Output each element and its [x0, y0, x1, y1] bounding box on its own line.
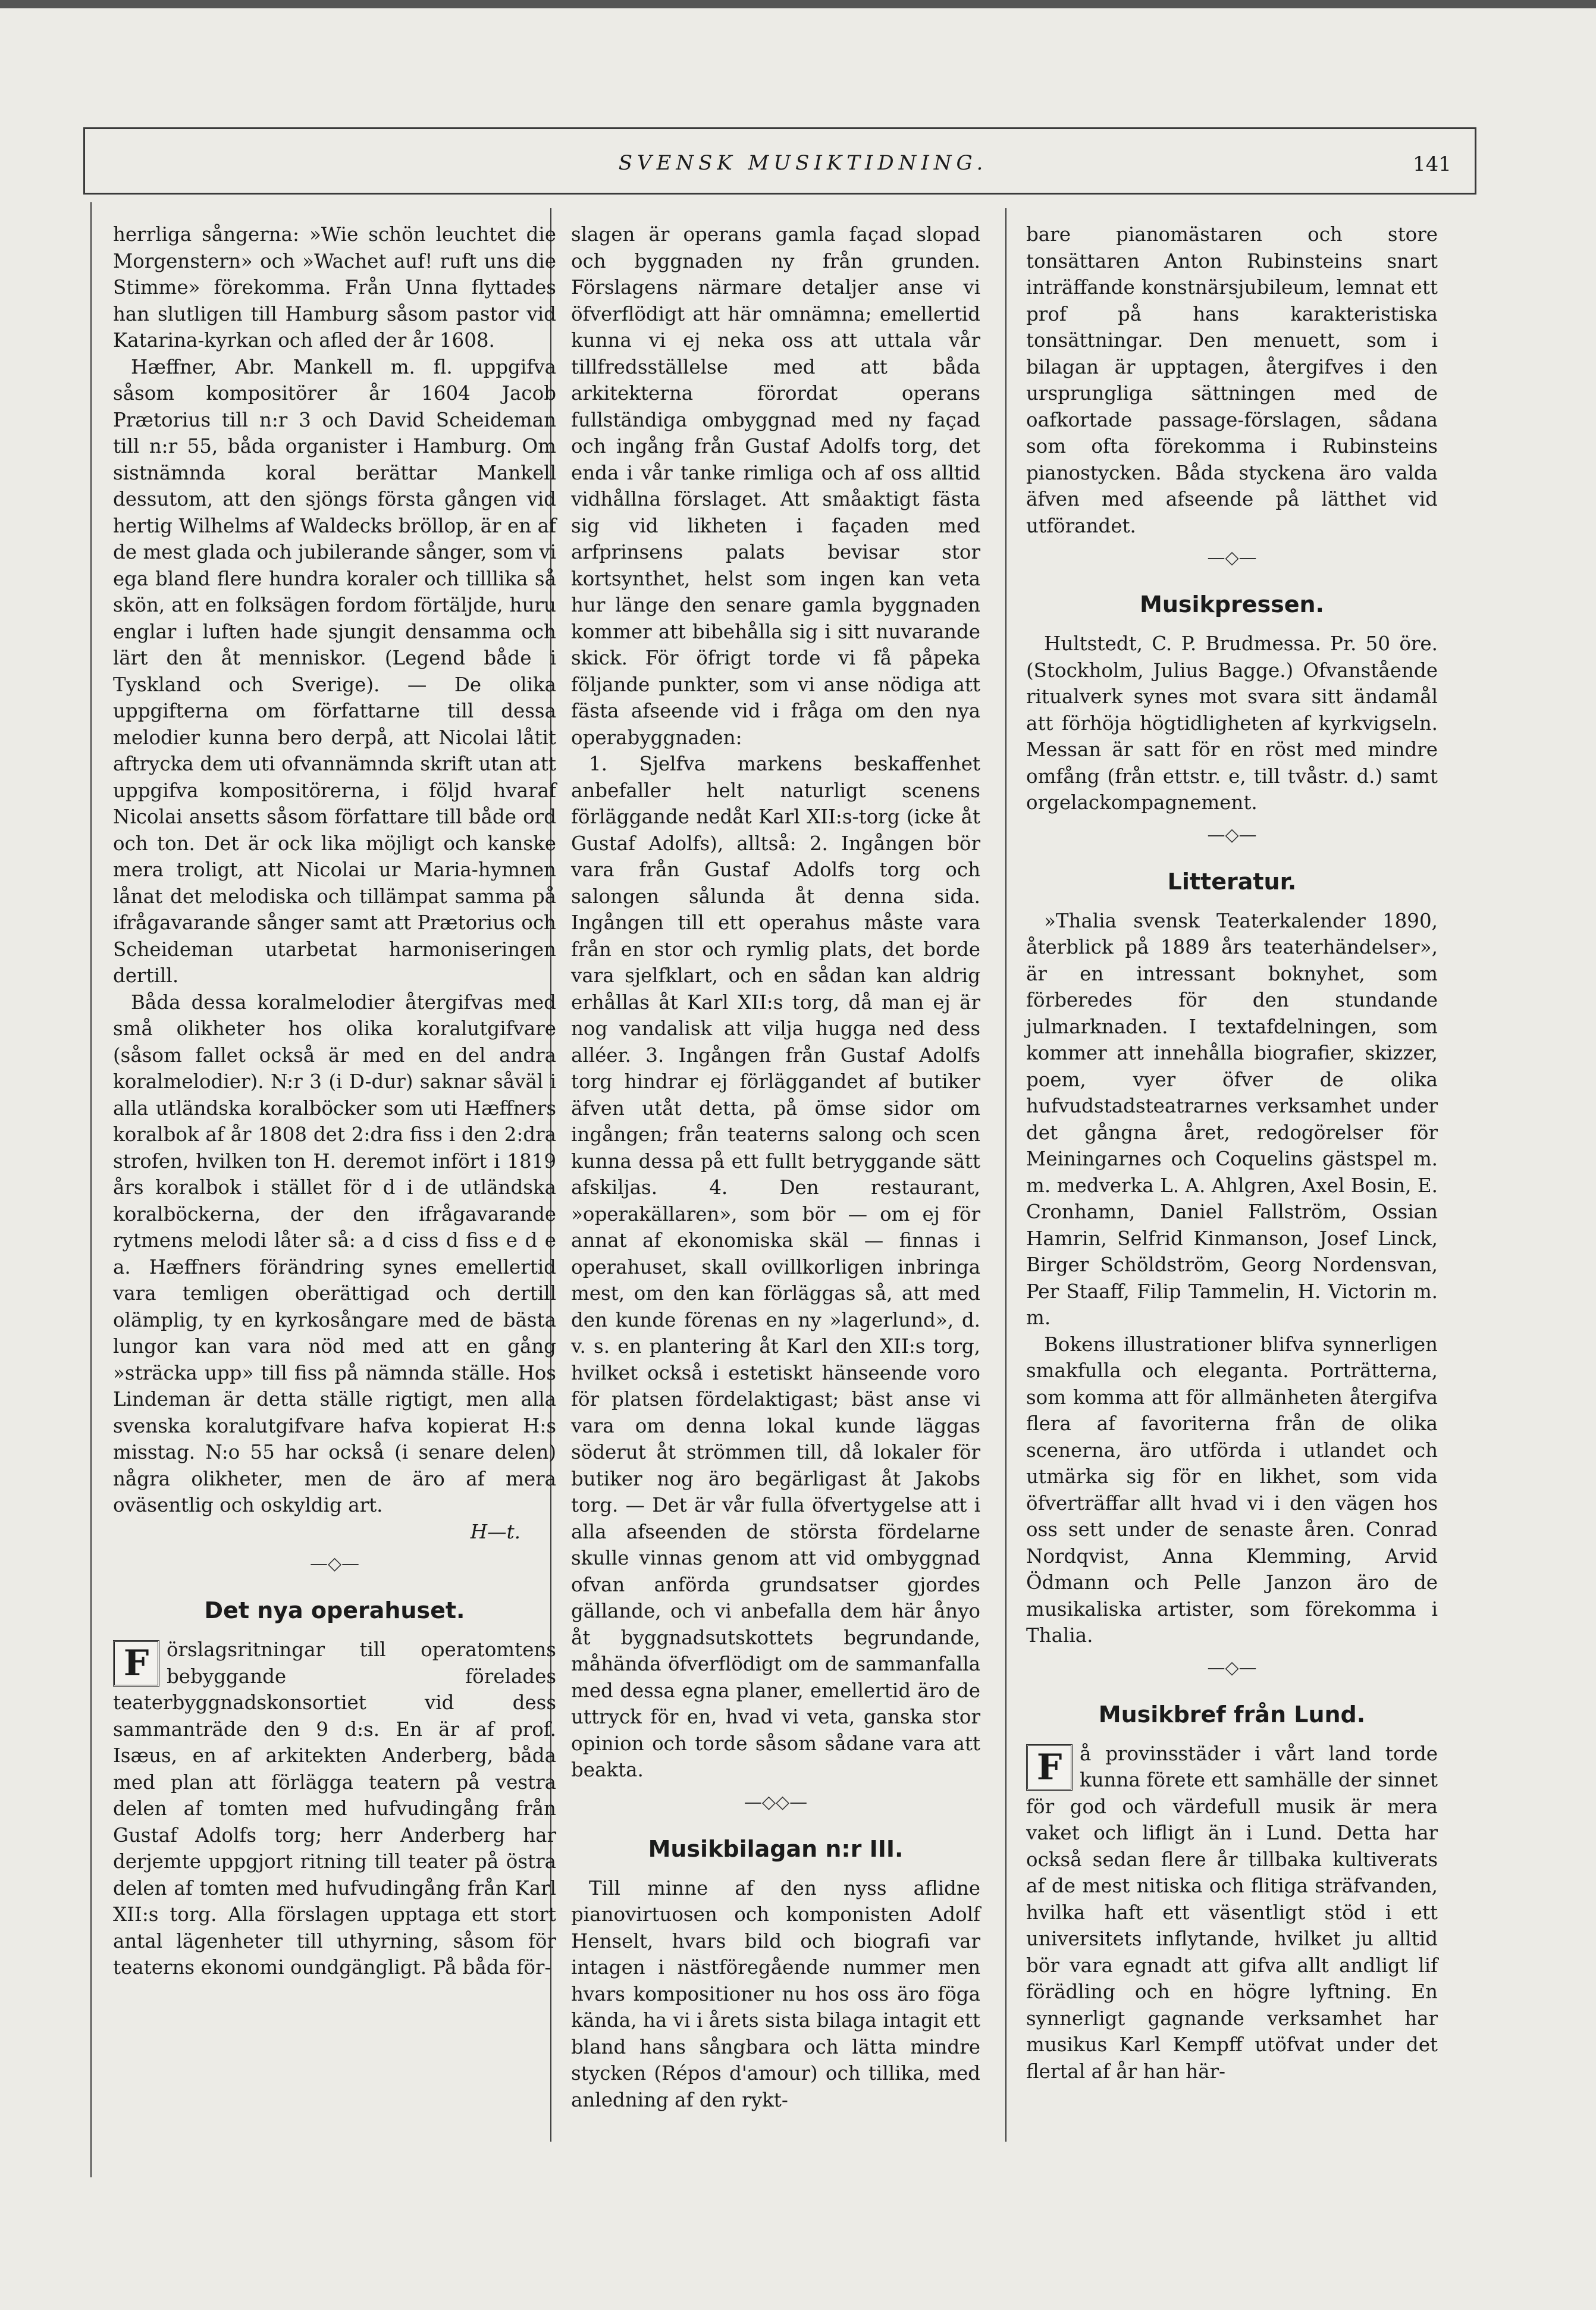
- paragraph: 1. Sjelfva markens beskaffenhet anbefaller helt naturligt scenens förläggande nedåt Karl XII:s-torg (icke åt Gustaf Adolfs), alltså: 2. Ingången bör vara från Gustaf Adolfs torg och salongen sålunda åt denna sida. Ingången till ett operahus måste vara från en stor och rymlig plats, det borde vara sjelfklart, och en sådan kan aldrig erhållas åt Karl XII:s torg, då man ej är nog vandalisk att vilja hugga ned dess alléer. 3. Ingången från Gustaf Adolfs torg hindrar ej förläggandet af butiker äfven utåt detta, på ömse sidor om ingången; från teaterns salong och scen kunna dessa på ett fullt betryggande sätt afskiljas. 4. Den restaurant, »operakällaren», som bör — om ej för annat af ekonomiska skäl — finnas i operahuset, skall ovillkorligen inbringa mest, om den kan förläggas så, att med den kunde förenas en ny »lagerlund», d. v. s. en plantering åt Karl den XII:s torg, hvilket också i estetiskt hänseende voro för platsen fördelaktigast; bäst anse vi vara om denna lokal kunde läggas söderut åt strömmen till, då lokaler för butiker nog äro begärligast åt Jakobs torg. — Det är vår fulla öfvertygelse att i alla afseenden de största fördelarne skulle vinnas genom att vid ombyggnad ofvan anförda grundsatser gjordes gällande, och vi anbefalla dem här ånyo åt byggnadsutskottets begrundande, måhända öfverflödigt om de sammanfalla med dessa egna planer, emellertid äro de uttryck för en, hvad vi veta, ganska stor opinion och torde såsom sådane vara att beakta.: [571, 753, 980, 1781]
- ornament-divider: —◇—: [309, 1553, 360, 1574]
- paragraph-text: å provinsstäder i vårt land torde kunna förete ett samhälle der sinnet för god och värdefull musik är mera vaket och lifligt än i Lund. Detta har också sedan flere år tillbaka kultiverats af de mest nitiska och flitiga sträfvanden, hvilka haft ett väsentligt stöd i ett universitets inflytande, hvilket ju alltid bör vara egnadt att gifva allt andligt lif förädling och en högre lyftning. En synnerligt gagnande verksamhet har musikus Karl Kempff utöfvat under det flertal af år han här-: [1026, 1742, 1438, 2083]
- paragraph: [1026, 1741, 1438, 2085]
- paragraph-text: örslagsritningar till operatomtens bebyggande förelades teaterbyggnadskonsortiet vid dess sammanträde den 9 d:s. En är af prof. Isæus, en af arkitekten Anderberg, båda med plan att förlägga teatern på vestra delen af tomten med hufvudingång från Gustaf Adolfs torg; herr Anderberg har derjemte uppgjort ritning till teater på östra delen af tomten med hufvudingång från Karl XII:s torg. Alla förslagen upptaga ett stort antal lägenheter till uthyrning, såsom för teaterns ekonomi oundgängligt. På båda för-: [113, 1638, 556, 1979]
- column-rule-3: [1005, 208, 1006, 2142]
- column-3: [1026, 221, 1438, 2085]
- ornament-divider: —◇—: [1207, 547, 1257, 568]
- paragraph: Båda dessa koralmelodier återgifvas med små olikheter hos olika koralutgifvare (såsom fallet också är med en del andra koralmelodier). N:r 3 (i D-dur) saknar såväl i alla utländska koralböcker som uti Hæffners koralbok af år 1808 det 2:dra fiss i den 2:dra strofen, hvilken ton H. deremot infört i 1819 års koralbok i stället för d i de utländska koralböckerna, der den ifrågavarande rytmens melodi låter så: a d ciss d fiss e d e a. Hæffners förändring synes emellertid vara temligen oberättigad och dertill olämplig, ty en kyrkosångare med de bästa lungor kan vara nöd med att en gång »sträcka upp» till fiss på nämnda ställe. Hos Lindeman är detta ställe rigtigt, men alla svenska koralutgifvare hafva kopierat H:s misstag. N:o 55 har också (i senare delen) några olikheter, men de äro af mera oväsentlig och oskyldig art.: [113, 991, 556, 1516]
- dropcap: F: [1026, 1744, 1073, 1791]
- page-number: 141: [1413, 152, 1451, 176]
- paragraph: [113, 1637, 556, 1981]
- header-rule-top: [83, 127, 1476, 129]
- section-title-musikbref: Musikbref från Lund.: [1098, 1701, 1366, 1728]
- section-title-musikbilagan: Musikbilagan n:r III.: [648, 1835, 904, 1862]
- page-header-title: SVENSK MUSIKTIDNING.: [618, 151, 988, 175]
- column-2: [571, 221, 980, 2113]
- paragraph: herrliga sångerna: »Wie schön leuchtet die Morgenstern» och »Wachet auf! ruft uns die Stimme» förekomma. Från Unna flyttades han slutligen till Hamburg såsom pastor vid Katarina-kyrkan och afled der år 1608.: [113, 223, 556, 352]
- header-rule-right: [1475, 127, 1476, 194]
- page-top-edge: [0, 0, 1596, 8]
- paragraph: slagen är operans gamla façad slopad och byggnaden ny från grunden. Förslagens närmare detaljer anse vi öfverflödigt att här omnämna; emellertid kunna vi ej neka oss att uttala vår tillfredsställelse med att båda arkitekterna förordat operans fullständiga ombyggnad med ny façad och ingång från Gustaf Adolfs torg, det enda i vår tanke rimliga och af oss alltid vidhållna förslaget. Att småaktigt fästa sig vid likheten i façaden med arfprinsens palats bevisar stor kortsynthet, helst som ingen kan veta hur länge den senare gamla byggnaden kommer att bibehålla sig i sitt nuvarande skick. För öfrigt torde vi få påpeka följande punkter, som vi anse nödiga att fästa afseende vid i fråga om den nya operabyggnaden:: [571, 223, 980, 749]
- paragraph: Hultstedt, C. P. Brudmessa. Pr. 50 öre. (Stockholm, Julius Bagge.) Ofvanstående ritualverk synes mot svara sitt ändamål att förhöja högtidligheten af kyrkvigseln. Messan är satt för en röst med mindre omfång (från ettstr. e, till tvåstr. d.) samt orgelackompagnement.: [1026, 632, 1438, 814]
- column-rule-1: [90, 202, 92, 2177]
- header-rule-bottom: [83, 193, 1476, 195]
- section-title-musikpressen: Musikpressen.: [1140, 591, 1324, 618]
- ornament-divider: —◇—: [1207, 824, 1257, 845]
- signature: H—t.: [470, 1520, 520, 1543]
- section-title-litteratur: Litteratur.: [1167, 868, 1297, 895]
- paragraph: Bokens illustrationer blifva synnerligen smakfulla och eleganta. Porträtterna, som komma att för allmänheten återgifva flera af favoriterna från de olika scenerna, äro utförda i utlandet och utmärka sig för en likhet, som vida öfverträffar allt hvad vi i den vägen hos oss sett under de senaste åren. Conrad Nordqvist, Anna Klemming, Arvid Ödmann och Pelle Janzon äro de musikaliska artister, som förekomma i Thalia.: [1026, 1333, 1438, 1647]
- dropcap: F: [113, 1640, 159, 1687]
- paragraph: Hæffner, Abr. Mankell m. fl. uppgifva såsom kompositörer år 1604 Jacob Prætorius till n:r 3 och David Scheideman till n:r 55, båda organister i Hamburg. Om sistnämnda koral berättar Mankell dessutom, att den sjöngs första gången vid hertig Wilhelms af Waldecks bröllop, är en af de mest glada och jubilerande sånger, som vi ega bland flere hundra koraler och tilllika så skön, att en folksägen fordom förtäljde, huru englar i luften hade sjungit densamma och lärt den åt menniskor. (Legend både i Tyskland och Sverige). — De olika uppgifterna om författarne till dessa melodier kunna bero derpå, att Nicolai låtit aftrycka dem uti ofvannämnda skrift utan att uppgifva kompositörerna, i följd hvaraf Nicolai ansetts såsom författare till både ord och ton. Det är ock lika möjligt och kanske mera troligt, att Nicolai ur Maria-hymnen lånat det melodiska och tillämpat samma på ifrågavarande sånger samt att Prætorius och Scheideman utarbetat harmoniseringen dertill.: [113, 355, 556, 987]
- paragraph: Till minne af den nyss aflidne pianovirtuosen och komponisten Adolf Henselt, hvars bild och biografi var intagen i nästföregående nummer men hvars kompositioner nu hos oss äro föga kända, ha vi i årets sista bilaga intagit ett bland hans sångbara och lätta mindre stycken (Répos d'amour) och tillika, med anledning af den rykt-: [571, 1876, 980, 2111]
- header-rule-left: [83, 127, 85, 194]
- paragraph: bare pianomästaren och store tonsättaren Anton Rubinsteins snart inträffande konstnärsjubileum, lemnat ett prof på hans karakteristiska tonsättningar. Den menuett, som i bilagan är upptagen, återgifves i den ursprungliga sättningen med de oafkortade passage-förslagen, sådana som ofta förekomma i Rubinsteins pianostycken. Båda styckena äro valda äfven med afseende på lätthet vid utförandet.: [1026, 223, 1438, 537]
- section-title-operahuset: Det nya operahuset.: [204, 1597, 465, 1623]
- ornament-divider: —◇◇—: [744, 1791, 808, 1813]
- column-1: [113, 221, 556, 1981]
- paragraph: »Thalia svensk Teaterkalender 1890, återblick på 1889 års teaterhändelser», är en intressant boknyhet, som förberedes för den stundande julmarknaden. I textafdelningen, som kommer att innehålla biografier, skizzer, poem, vyer öfver de olika hufvudstadsteatrarnes verksamhet under det gångna året, redogörelser för Meiningarnes och Coquelins gästspel m. m. medverka L. A. Ahlgren, Axel Bosin, E. Cronhamn, Daniel Fallström, Ossian Hamrin, Selfrid Kinmanson, Josef Linck, Birger Schöldström, Georg Nordensvan, Per Staaff, Filip Tammelin, H. Victorin m. m.: [1026, 909, 1438, 1329]
- ornament-divider: —◇—: [1207, 1657, 1257, 1678]
